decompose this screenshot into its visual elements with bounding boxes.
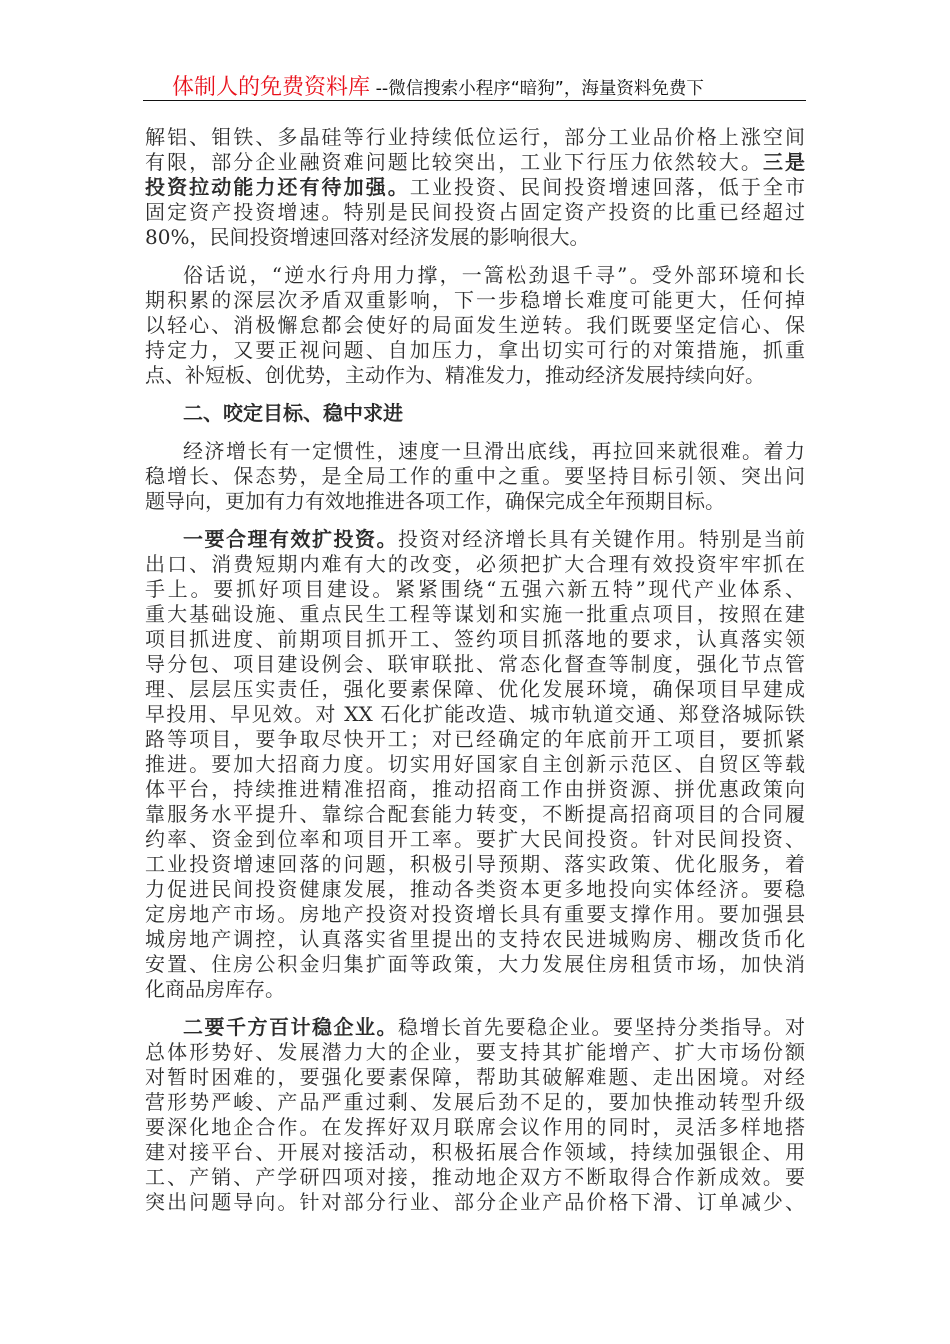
- paragraph-line: [183, 439, 805, 464]
- text-run: 期积累的深层次矛盾双重影响，下一步稳增长难度可能更大，任何掉: [145, 288, 805, 312]
- text-run: 定房地产市场。房地产投资对投资增长具有重要支撑作用。要加强县: [145, 902, 805, 926]
- text-run: 项目抓进度、前期项目抓开工、签约项目抓落地的要求，认真落实领: [145, 627, 805, 651]
- text-run: 推进。要加大招商力度。切实用好国家自主创新示范区、自贸区等载: [145, 752, 805, 776]
- text-run: 靠服务水平提升、靠综合配套能力转变，不断提高招商项目的合同履: [145, 802, 805, 826]
- text-run: 安置、住房公积金归集扩面等政策，大力发展住房租赁市场，加快消: [145, 952, 805, 976]
- paragraph-line: [183, 1015, 805, 1040]
- text-run: 工业投资、民间投资增速回落，低于全市: [409, 175, 806, 199]
- header-brand: 体制人的免费资料库: [172, 75, 371, 100]
- text-run: 工、产销、产学研四项对接，推动地企双方不断取得合作新成效。要: [145, 1165, 805, 1189]
- paragraph-line: [145, 752, 805, 777]
- text-run: 要深化地企合作。在发挥好双月联席会议作用的同时，灵活多样地搭: [145, 1115, 805, 1139]
- paragraph-line: [145, 852, 805, 877]
- paragraph-line: [145, 200, 805, 225]
- text-run: 工业投资增速回落的问题，积极引导预期、落实政策、优化服务，着: [145, 852, 805, 876]
- paragraph-line: [145, 313, 805, 338]
- header-divider: [143, 100, 806, 101]
- paragraph-line: [145, 902, 805, 927]
- text-run: 手上。要抓好项目建设。紧紧围绕“五强六新五特”现代产业体系、: [145, 577, 805, 601]
- paragraph-line: [145, 125, 805, 150]
- paragraph-line: [145, 827, 805, 852]
- text-run: 总体形势好、发展潜力大的企业，要支持其扩能增产、扩大市场份额: [145, 1040, 805, 1064]
- text-run: 有限，部分企业融资难问题比较突出，工业下行压力依然较大。: [145, 150, 763, 174]
- text-run: 体平台，持续推进精准招商，推动招商工作由拼资源、拼优惠政策向: [145, 777, 805, 801]
- paragraph-line: [145, 464, 805, 489]
- page-header: [172, 70, 704, 101]
- text-run: 城房地产调控，认真落实省里提出的支持农民进城购房、棚改货币化: [145, 927, 805, 951]
- text-run: 稳增长首先要稳企业。要坚持分类指导。对: [398, 1015, 805, 1039]
- text-run: 路等项目，要争取尽快开工；对已经确定的年底前开工项目，要抓紧: [145, 727, 805, 751]
- bold-text: 三是: [762, 150, 806, 174]
- paragraph-line: [145, 627, 805, 652]
- text-run: 约率、资金到位率和项目开工率。要扩大民间投资。针对民间投资、: [145, 827, 805, 851]
- bold-text: 一要合理有效扩投资。: [183, 527, 398, 551]
- text-run: 题导向，更加有力有效地推进各项工作，确保完成全年预期目标。: [145, 489, 725, 513]
- paragraph-line: [183, 263, 805, 288]
- text-run: 突出问题导向。针对部分行业、部分企业产品价格下滑、订单减少、: [145, 1190, 805, 1214]
- paragraph-line: [145, 1115, 805, 1140]
- text-run: 以轻心、消极懈怠都会使好的局面发生逆转。我们既要坚定信心、保: [145, 313, 805, 337]
- text-run: 出口、消费短期内难有大的改变，必须把扩大合理有效投资牢牢抓在: [145, 552, 805, 576]
- paragraph-line: [145, 577, 805, 602]
- paragraph-line: [145, 802, 805, 827]
- text-run: 稳增长、保态势，是全局工作的重中之重。要坚持目标引领、突出问: [145, 464, 805, 488]
- text-run: 力促进民间投资健康发展，推动各类资本更多地投向实体经济。要稳: [145, 877, 805, 901]
- paragraph-line: [145, 552, 805, 577]
- paragraph-line: [145, 489, 805, 514]
- text-run: 化商品房库存。: [145, 977, 285, 1001]
- paragraph-line: [145, 1040, 805, 1065]
- paragraph-line: [145, 1190, 805, 1215]
- paragraph-line: [145, 727, 805, 752]
- paragraph-line: [145, 1140, 805, 1165]
- section-heading: [183, 401, 805, 426]
- text-run: 投资对经济增长具有关键作用。特别是当前: [398, 527, 805, 551]
- paragraph-line: [145, 150, 805, 175]
- header-tagline: --微信搜索小程序“暗狗”，海量资料免费下: [370, 79, 704, 99]
- text-run: 理、层层压实责任，强化要素保障、优化发展环境，确保项目早建成: [145, 677, 805, 701]
- paragraph-line: [145, 602, 805, 627]
- text-run: 解铝、钼铁、多晶硅等行业持续低位运行，部分工业品价格上涨空间: [145, 125, 805, 149]
- text-run: 营形势严峻、产品严重过剩、发展后劲不足的，要加快推动转型升级: [145, 1090, 805, 1114]
- text-run: 建对接平台、开展对接活动，积极拓展合作领域，持续加强银企、用: [145, 1140, 805, 1164]
- paragraph-line: [145, 702, 805, 727]
- bold-text: 二、咬定目标、稳中求进: [183, 401, 403, 425]
- paragraph-line: [145, 175, 805, 200]
- text-run: 持定力，又要正视问题、自加压力，拿出切实可行的对策措施，抓重: [145, 338, 805, 362]
- paragraph-line: [145, 1165, 805, 1190]
- paragraph-line: [145, 288, 805, 313]
- paragraph-line: [145, 225, 805, 250]
- text-run: 固定资产投资增速。特别是民间投资占固定资产投资的比重已经超过: [145, 200, 805, 224]
- text-run: 重大基础设施、重点民生工程等谋划和实施一批重点项目，按照在建: [145, 602, 805, 626]
- paragraph-line: [145, 1090, 805, 1115]
- paragraph-line: [145, 777, 805, 802]
- paragraph-line: [145, 877, 805, 902]
- paragraph-line: [145, 977, 805, 1002]
- paragraph-line: [145, 927, 805, 952]
- paragraph-line: [145, 652, 805, 677]
- text-run: 导分包、项目建设例会、联审联批、常态化督查等制度，强化节点管: [145, 652, 805, 676]
- paragraph-line: [145, 363, 805, 388]
- paragraph-line: [183, 527, 805, 552]
- text-run: 早投用、早见效。对 XX 石化扩能改造、城市轨道交通、郑登洛城际铁: [145, 702, 805, 726]
- text-run: 对暂时困难的，要强化要素保障，帮助其破解难题、走出困境。对经: [145, 1065, 805, 1089]
- paragraph-line: [145, 338, 805, 363]
- text-run: 80%，民间投资增速回落对经济发展的影响很大。: [145, 225, 590, 249]
- text-run: 经济增长有一定惯性，速度一旦滑出底线，再拉回来就很难。着力: [183, 439, 805, 463]
- paragraph-line: [145, 952, 805, 977]
- paragraph-line: [145, 677, 805, 702]
- bold-text: 二要千方百计稳企业。: [183, 1015, 398, 1039]
- paragraph-line: [145, 1065, 805, 1090]
- bold-text: 投资拉动能力还有待加强。: [145, 175, 410, 199]
- text-run: 俗话说，“逆水行舟用力撑，一篙松劲退千寻”。受外部环境和长: [183, 263, 805, 287]
- text-run: 点、补短板、创优势，主动作为、精准发力，推动经济发展持续向好。: [145, 363, 765, 387]
